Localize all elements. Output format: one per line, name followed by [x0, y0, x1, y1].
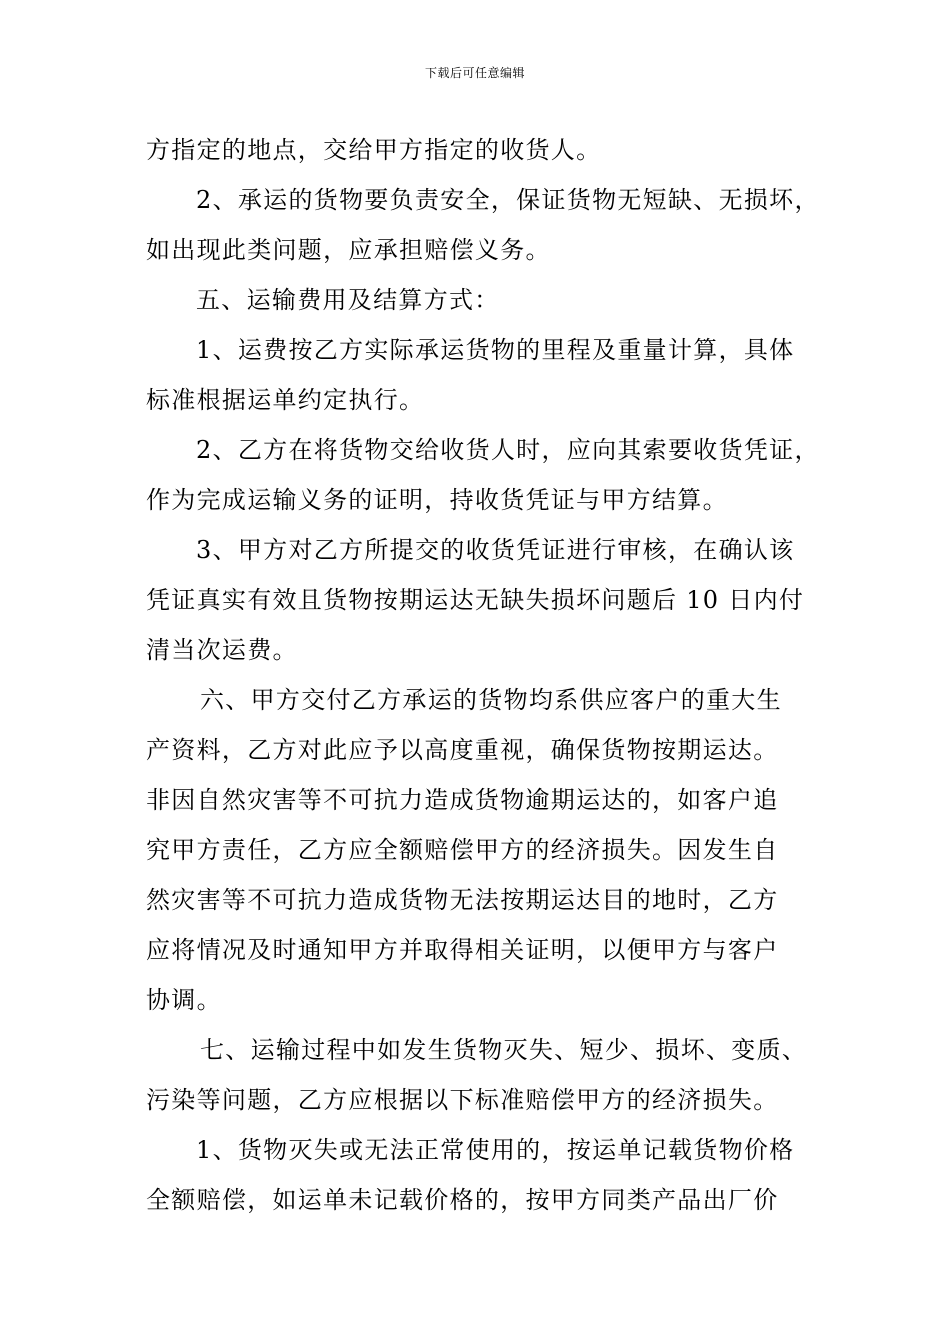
text-line: 如出现此类问题，应承担赔偿义务。 [146, 236, 551, 264]
text-line: 2、承运的货物要负责安全，保证货物无短缺、无损坏， [196, 186, 820, 214]
text-line: 非因自然灾害等不可抗力造成货物逾期运达的，如客户追 [146, 786, 779, 814]
text-line: 作为完成运输义务的证明，持收货凭证与甲方结算。 [146, 486, 728, 514]
text-line: 2、乙方在将货物交给收货人时，应向其索要收货凭证， [196, 436, 820, 464]
text-line: 3、甲方对乙方所提交的收货凭证进行审核，在确认该 [196, 536, 795, 564]
text-line: 1、运费按乙方实际承运货物的里程及重量计算，具体 [196, 336, 795, 364]
section-heading: 五、运输费用及结算方式： [196, 286, 500, 314]
text-line: 1、货物灭失或无法正常使用的，按运单记载货物价格 [196, 1136, 795, 1164]
text-line: 协调。 [146, 986, 222, 1014]
text-line: 产资料，乙方对此应予以高度重视，确保货物按期运达。 [146, 736, 779, 764]
section-heading: 七、运输过程中如发生货物灭失、短少、损坏、变质、 [200, 1036, 808, 1064]
text-line: 然灾害等不可抗力造成货物无法按期运达目的地时，乙方 [146, 886, 779, 914]
text-line: 污染等问题，乙方应根据以下标准赔偿甲方的经济损失。 [146, 1086, 779, 1114]
text-line: 究甲方责任，乙方应全额赔偿甲方的经济损失。因发生自 [146, 836, 779, 864]
text-line: 全额赔偿，如运单未记载价格的，按甲方同类产品出厂价 [146, 1186, 779, 1214]
text-line: 凭证真实有效且货物按期运达无缺失损坏问题后 10 日内付 [146, 586, 805, 614]
text-line: 方指定的地点，交给甲方指定的收货人。 [146, 136, 602, 164]
section-heading: 六、甲方交付乙方承运的货物均系供应客户的重大生 [200, 686, 782, 714]
text-line: 清当次运费。 [146, 636, 298, 664]
header-note: 下载后可任意编辑 [424, 66, 525, 80]
text-line: 标准根据运单约定执行。 [146, 386, 425, 414]
text-line: 应将情况及时通知甲方并取得相关证明，以便甲方与客户 [146, 936, 779, 964]
